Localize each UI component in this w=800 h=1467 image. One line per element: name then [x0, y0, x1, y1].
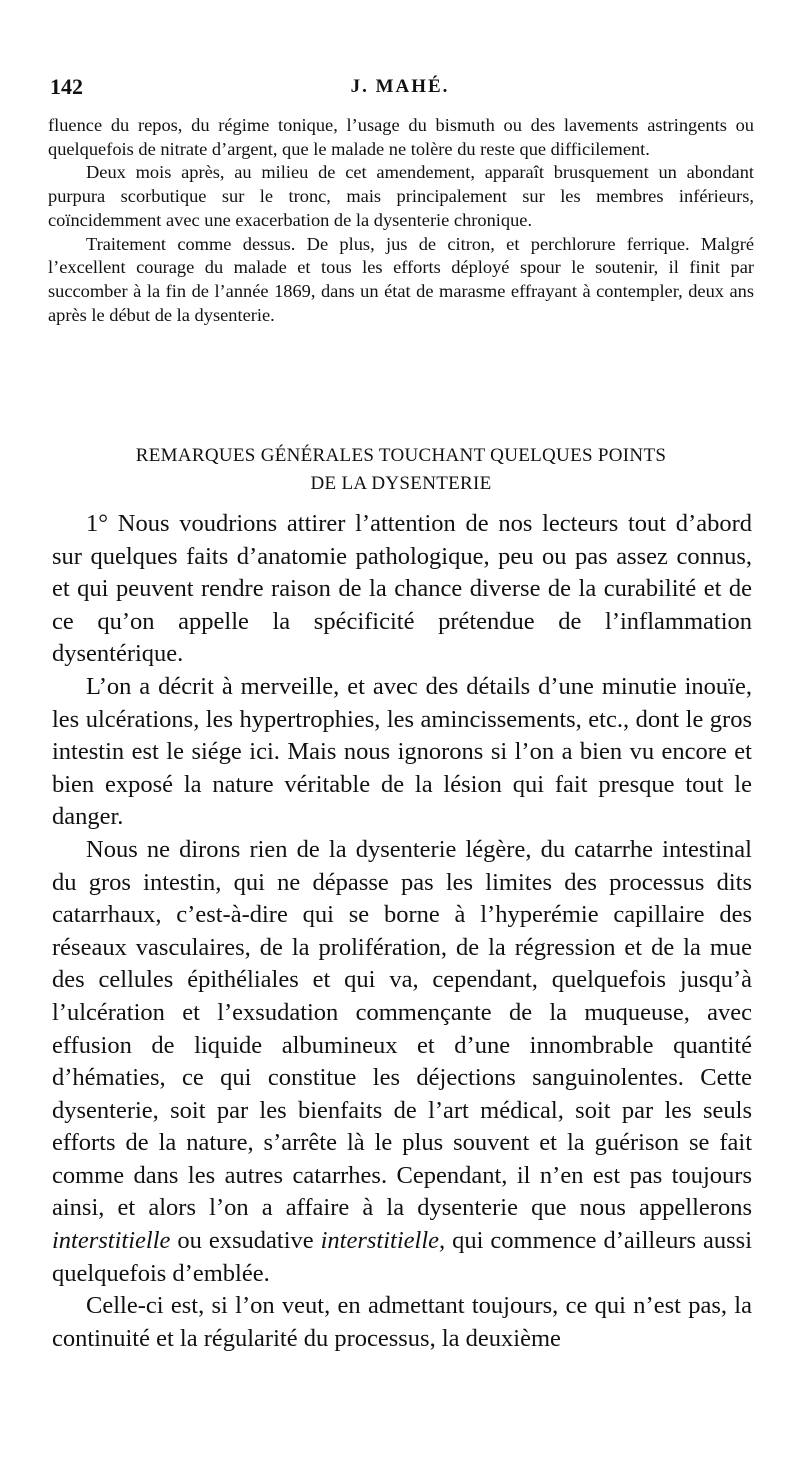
- case-report-text: [48, 114, 754, 327]
- paragraph: Deux mois après, au milieu de cet amendement, apparaît brusquement un abondant purpura scorbutique sur le tronc, mais principalement sur les membres inférieurs, coïncidemment avec une exacerbation de la dysenterie chronique.: [48, 162, 754, 230]
- italic-term: interstitielle: [52, 1227, 171, 1255]
- paragraph: L’on a décrit à merveille, et avec des détails d’une minutie inouïe, les ulcérations, les hypertrophies, les amincissements, etc., dont le gros intestin est le siége ici. Mais nous ignorons si l’on a bien vu encore et bien exposé la nature véritable de la lésion qui fait presque tout le danger.: [52, 672, 752, 831]
- paragraph: 1° Nous voudrions attirer l’attention de nos lecteurs tout d’abord sur quelques faits d’anatomie pathologique, peu ou pas assez connus, et qui peuvent rendre raison de la chance diverse de la curabilité et de ce qu’on appelle la spécificité prétendue de l’inflammation dysentérique.: [52, 510, 752, 668]
- text-run: ou exsudative: [177, 1227, 314, 1255]
- paragraph: Traitement comme dessus. De plus, jus de citron, et perchlorure ferrique. Malgré l’excellent courage du malade et tous les efforts déployé spour le soutenir, il finit par succomber à la fin de l’année 1869, dans un état de marasme effrayant à contempler, deux ans après le début de la dysenterie.: [48, 233, 754, 325]
- paragraph: Celle-ci est, si l’on veut, en admettant toujours, ce qui n’est pas, la continuité et la régularité du processus, la deuxième: [52, 1292, 752, 1352]
- text-run: Nous ne dirons rien de la dysenterie légère, du catarrhe intestinal du gros intestin, qui ne dépasse pas les limites des processus dits catarrhaux, c’est-à-dire qui se borne à l’hyperémie capillaire des réseaux vasculaires, de la prolifération, de la régression et de la mue des cellules épithéliales et qui va, cependant, quelquefois jusqu’à l’ulcération et l’exsudation commençante de la muqueuse, avec effusion de liquide albumineux et d’une innombrable quantité d’hématies, ce qui constitue les déjections sanguinolentes. Cette dysenterie, soit par les bienfaits de l’art médical, soit par les seuls efforts de la nature, s’arrête là le plus souvent et la guérison se fait comme dans les autres catarrhes. Cependant, il n’en est pas toujours ainsi, et alors l’on a affaire à la dysenterie que nous appellerons: [52, 835, 752, 1222]
- text-run: qui commence d’ailleurs aussi quelquefois d’emblée.: [52, 1227, 753, 1287]
- page-number: 142: [50, 74, 83, 99]
- paragraph: [52, 834, 752, 1290]
- main-text: [52, 508, 752, 1355]
- section-heading-line: REMARQUES GÉNÉRALES TOUCHANT QUELQUES POINTS: [135, 445, 667, 466]
- section-heading: [48, 442, 754, 498]
- section-heading-line: DE LA DYSENTERIE: [310, 473, 492, 494]
- italic-term: interstitielle,: [320, 1227, 446, 1255]
- paragraph: fluence du repos, du régime tonique, l’usage du bismuth ou des lavements astringents ou quelquefois de nitrate d’argent, que le malade ne tolère du reste que difficilement.: [48, 115, 754, 159]
- running-header: [50, 74, 750, 102]
- running-title-author: J. MAHÉ.: [350, 76, 450, 97]
